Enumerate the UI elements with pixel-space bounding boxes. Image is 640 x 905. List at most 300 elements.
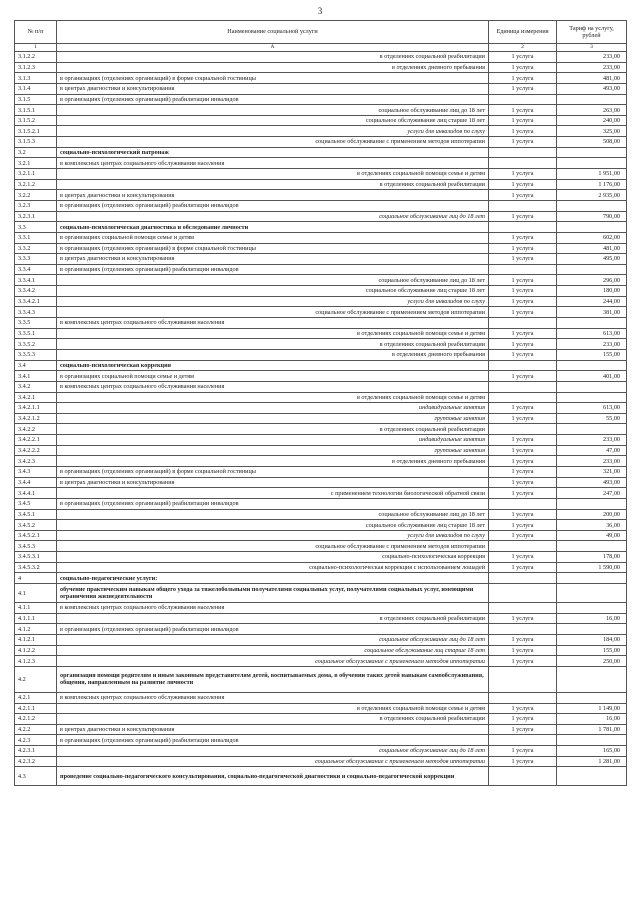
row-service-name: социальное обслуживание лиц до 18 лет	[57, 634, 489, 645]
row-code: 3.4.5.2.1	[15, 530, 57, 541]
row-unit	[489, 541, 557, 552]
row-unit: 1 услуга	[489, 445, 557, 456]
table-row	[15, 307, 627, 318]
row-code: 3.4.1	[15, 371, 57, 382]
row-code: 3.1.5.2	[15, 115, 57, 126]
tariff-table	[14, 20, 627, 786]
row-unit	[489, 392, 557, 403]
row-unit: 1 услуга	[489, 509, 557, 520]
row-price	[557, 360, 627, 371]
row-service-name: в организациях (отделениях организаций) реабилитации инвалидов	[57, 264, 489, 275]
row-service-name: социальное обслуживание с применением методов иппотерапии	[57, 541, 489, 552]
row-unit: 1 услуга	[489, 477, 557, 488]
row-price: 250,00	[557, 656, 627, 667]
row-price: 36,00	[557, 520, 627, 531]
row-price	[557, 381, 627, 392]
table-row	[15, 520, 627, 531]
row-service-name: в отделениях социальной реабилитации	[57, 339, 489, 350]
row-code: 3.4.4.1	[15, 488, 57, 499]
row-code: 4.3	[15, 767, 57, 786]
row-price: 2 935,00	[557, 190, 627, 201]
row-unit: 1 услуга	[489, 137, 557, 148]
row-service-name: в организациях (отделениях организаций) реабилитации инвалидов	[57, 624, 489, 635]
row-unit: 1 услуга	[489, 328, 557, 339]
row-code: 3.4	[15, 360, 57, 371]
row-code: 3.1.5.1	[15, 105, 57, 116]
row-code: 3.4.2.2.2	[15, 445, 57, 456]
row-service-name: групповые занятия	[57, 445, 489, 456]
table-row	[15, 62, 627, 73]
row-code: 3.4.2	[15, 381, 57, 392]
table-row	[15, 509, 627, 520]
row-service-name: в отделениях дневного пребывания	[57, 62, 489, 73]
row-price: 1 176,00	[557, 179, 627, 190]
row-unit: 1 услуга	[489, 73, 557, 84]
row-service-name: в центрах диагностики и консультирования	[57, 724, 489, 735]
row-price	[557, 624, 627, 635]
row-code: 4	[15, 573, 57, 584]
row-service-name: в центрах диагностики и консультирования	[57, 83, 489, 94]
row-price	[557, 200, 627, 211]
row-unit	[489, 498, 557, 509]
row-code: 3.2.1	[15, 158, 57, 169]
table-row	[15, 126, 627, 137]
row-unit: 1 услуга	[489, 656, 557, 667]
table-row	[15, 286, 627, 297]
row-unit: 1 услуга	[489, 403, 557, 414]
row-code: 4.2.3	[15, 735, 57, 746]
table-row	[15, 645, 627, 656]
row-unit	[489, 624, 557, 635]
row-service-name: в организациях социальной помощи семье и детям	[57, 371, 489, 382]
row-code: 4.1.2.2	[15, 645, 57, 656]
row-unit: 1 услуга	[489, 756, 557, 767]
table-row	[15, 147, 627, 158]
row-unit	[489, 222, 557, 233]
row-code: 3.4.2.1.2	[15, 413, 57, 424]
row-price: 16,00	[557, 714, 627, 725]
table-row	[15, 105, 627, 116]
row-service-name: социальное обслуживание лиц до 18 лет	[57, 746, 489, 757]
table-row	[15, 413, 627, 424]
row-unit: 1 услуга	[489, 413, 557, 424]
row-code: 3.3.5.1	[15, 328, 57, 339]
row-unit	[489, 158, 557, 169]
row-service-name: социальное обслуживание с применением методов иппотерапии	[57, 137, 489, 148]
row-service-name: с применением технологии биологической обратной связи	[57, 488, 489, 499]
table-row	[15, 703, 627, 714]
row-service-name: услуги для инвалидов по слуху	[57, 296, 489, 307]
row-unit: 1 услуга	[489, 746, 557, 757]
table-row	[15, 735, 627, 746]
row-unit	[489, 200, 557, 211]
row-price: 381,00	[557, 307, 627, 318]
row-service-name: в отделениях социальной помощи семье и детям	[57, 392, 489, 403]
table-row	[15, 232, 627, 243]
row-code: 3.3.4.2	[15, 286, 57, 297]
row-code: 3.1.5.3	[15, 137, 57, 148]
table-row	[15, 692, 627, 703]
row-service-name: социальное обслуживание с применением методов иппотерапии	[57, 756, 489, 767]
row-unit: 1 услуга	[489, 530, 557, 541]
row-price	[557, 666, 627, 692]
row-price: 613,00	[557, 328, 627, 339]
row-code: 3.1.2.2	[15, 52, 57, 63]
row-price: 1 149,00	[557, 703, 627, 714]
row-code: 3.3	[15, 222, 57, 233]
row-price: 508,00	[557, 137, 627, 148]
row-code: 3.3.4.2.1	[15, 296, 57, 307]
row-code: 3.4.2.1.1	[15, 403, 57, 414]
row-code: 3.4.4	[15, 477, 57, 488]
row-service-name: в центрах диагностики и консультирования	[57, 254, 489, 265]
row-service-name: социальное обслуживание лиц до 18 лет	[57, 275, 489, 286]
row-service-name: в отделениях социальной реабилитации	[57, 52, 489, 63]
row-code: 3.3.5	[15, 318, 57, 329]
row-service-name: услуги для инвалидов по слуху	[57, 530, 489, 541]
column-index-row	[15, 44, 627, 52]
row-service-name: в отделениях социальной помощи семье и детям	[57, 703, 489, 714]
table-row	[15, 756, 627, 767]
row-service-name: социальное обслуживание лиц старше 18 лет	[57, 286, 489, 297]
row-unit: 1 услуга	[489, 307, 557, 318]
table-row	[15, 403, 627, 414]
row-unit: 1 услуга	[489, 714, 557, 725]
row-code: 3.2.1.1	[15, 169, 57, 180]
row-service-name: в организациях (отделениях организаций) реабилитации инвалидов	[57, 735, 489, 746]
row-code: 3.2	[15, 147, 57, 158]
row-price: 790,00	[557, 211, 627, 222]
row-unit: 1 услуга	[489, 634, 557, 645]
row-code: 3.4.5	[15, 498, 57, 509]
table-row	[15, 714, 627, 725]
row-price	[557, 541, 627, 552]
row-unit: 1 услуга	[489, 466, 557, 477]
row-service-name: в отделениях социальной реабилитации	[57, 613, 489, 624]
header-service-name: Наименование социальной услуги	[57, 21, 489, 44]
row-price: 613,00	[557, 403, 627, 414]
row-unit: 1 услуга	[489, 724, 557, 735]
row-unit: 1 услуга	[489, 339, 557, 350]
row-code: 3.1.5	[15, 94, 57, 105]
row-service-name: в организациях социальной помощи семье и детям	[57, 232, 489, 243]
row-service-name: социальное обслуживание с применением методов иппотерапии	[57, 307, 489, 318]
row-unit	[489, 735, 557, 746]
row-price	[557, 222, 627, 233]
row-price: 1 951,00	[557, 169, 627, 180]
row-service-name: в комплексных центрах социального обслуживания населения	[57, 381, 489, 392]
row-unit: 1 услуга	[489, 211, 557, 222]
row-code: 3.2.3.1	[15, 211, 57, 222]
table-row	[15, 83, 627, 94]
row-service-name: социальное обслуживание лиц до 18 лет	[57, 105, 489, 116]
row-code: 3.3.1	[15, 232, 57, 243]
row-service-name: в комплексных центрах социального обслуживания населения	[57, 603, 489, 614]
row-price	[557, 692, 627, 703]
row-service-name: в организациях (отделениях организаций) в форме социальной гостиницы	[57, 73, 489, 84]
row-unit: 1 услуга	[489, 62, 557, 73]
table-row	[15, 381, 627, 392]
row-unit	[489, 264, 557, 275]
row-code: 3.2.3	[15, 200, 57, 211]
row-price: 495,00	[557, 254, 627, 265]
row-price: 233,00	[557, 456, 627, 467]
row-unit: 1 услуга	[489, 83, 557, 94]
table-row	[15, 584, 627, 603]
table-row	[15, 498, 627, 509]
row-unit: 1 услуга	[489, 232, 557, 243]
row-unit: 1 услуга	[489, 286, 557, 297]
table-row	[15, 94, 627, 105]
row-code: 3.4.2.2.1	[15, 435, 57, 446]
row-service-name: социальное обслуживание лиц старше 18 лет	[57, 520, 489, 531]
row-price	[557, 498, 627, 509]
row-service-name: в отделениях социальной реабилитации	[57, 424, 489, 435]
row-unit	[489, 666, 557, 692]
row-unit	[489, 767, 557, 786]
column-index-cell: 3	[557, 44, 627, 52]
row-price	[557, 573, 627, 584]
table-row	[15, 666, 627, 692]
row-unit: 1 услуга	[489, 179, 557, 190]
row-code: 3.1.4	[15, 83, 57, 94]
row-unit: 1 услуга	[489, 371, 557, 382]
table-row	[15, 349, 627, 360]
row-price	[557, 735, 627, 746]
row-code: 4.1.1.1	[15, 613, 57, 624]
row-price: 155,00	[557, 349, 627, 360]
table-row	[15, 445, 627, 456]
table-row	[15, 243, 627, 254]
row-price: 1 781,00	[557, 724, 627, 735]
table-row	[15, 562, 627, 573]
row-price	[557, 603, 627, 614]
row-service-name: социально-психологическая коррекция	[57, 552, 489, 563]
table-header-row	[15, 21, 627, 44]
row-code: 3.4.5.3.1	[15, 552, 57, 563]
row-price: 165,00	[557, 746, 627, 757]
table-row	[15, 573, 627, 584]
row-price: 325,00	[557, 126, 627, 137]
table-row	[15, 530, 627, 541]
row-service-name: в организациях (отделениях организаций) реабилитации инвалидов	[57, 200, 489, 211]
table-row	[15, 222, 627, 233]
row-unit: 1 услуга	[489, 243, 557, 254]
row-service-name: в комплексных центрах социального обслуживания населения	[57, 318, 489, 329]
row-code: 3.4.5.2	[15, 520, 57, 531]
row-unit: 1 услуга	[489, 552, 557, 563]
row-unit: 1 услуга	[489, 190, 557, 201]
table-row	[15, 158, 627, 169]
row-service-name: в центрах диагностики и консультирования	[57, 477, 489, 488]
row-unit: 1 услуга	[489, 435, 557, 446]
row-code: 3.4.5.1	[15, 509, 57, 520]
row-price	[557, 392, 627, 403]
row-service-name: в отделениях дневного пребывания	[57, 456, 489, 467]
row-service-name: социальное обслуживание лиц до 18 лет	[57, 509, 489, 520]
row-service-name: социально-педагогические услуги:	[57, 573, 489, 584]
row-unit: 1 услуга	[489, 520, 557, 531]
row-unit: 1 услуга	[489, 169, 557, 180]
row-service-name: в организациях (отделениях организаций) в форме социальной гостиницы	[57, 466, 489, 477]
row-price: 1 590,00	[557, 562, 627, 573]
row-code: 3.2.1.2	[15, 179, 57, 190]
row-price: 184,00	[557, 634, 627, 645]
row-code: 4.2	[15, 666, 57, 692]
row-service-name: социально-психологическая диагностика и обследование личности	[57, 222, 489, 233]
table-row	[15, 190, 627, 201]
row-code: 4.2.2	[15, 724, 57, 735]
row-price: 47,00	[557, 445, 627, 456]
row-service-name: социальное обслуживание лиц старше 18 лет	[57, 645, 489, 656]
table-row	[15, 275, 627, 286]
row-unit: 1 услуга	[489, 52, 557, 63]
row-price	[557, 94, 627, 105]
table-row	[15, 541, 627, 552]
row-code: 4.2.3.1	[15, 746, 57, 757]
row-unit: 1 услуга	[489, 275, 557, 286]
header-num: № п/п	[15, 21, 57, 44]
row-service-name: социальное обслуживание с применением методов иппотерапии	[57, 656, 489, 667]
row-unit: 1 услуга	[489, 115, 557, 126]
row-price: 180,00	[557, 286, 627, 297]
row-code: 4.2.3.2	[15, 756, 57, 767]
row-code: 3.4.2.1	[15, 392, 57, 403]
row-unit	[489, 424, 557, 435]
table-row	[15, 624, 627, 635]
row-code: 4.1.2	[15, 624, 57, 635]
row-unit: 1 услуга	[489, 645, 557, 656]
row-unit	[489, 603, 557, 614]
table-row	[15, 613, 627, 624]
table-row	[15, 115, 627, 126]
row-service-name: проведение социально-педагогического консультирования, социально-педагогической диагностики и социально-педагогической коррекции	[57, 767, 489, 786]
row-unit: 1 услуга	[489, 349, 557, 360]
row-price: 244,00	[557, 296, 627, 307]
table-row	[15, 179, 627, 190]
table-row	[15, 339, 627, 350]
row-service-name: обучение практическим навыкам общего ухода за тяжелобольными получателями социальных услуг, получателями социальных услуг, имеющими ограничения жизнедеятельности	[57, 584, 489, 603]
table-row	[15, 211, 627, 222]
row-service-name: социально-психологическая коррекция	[57, 360, 489, 371]
row-service-name: в отделениях дневного пребывания	[57, 349, 489, 360]
row-service-name: в отделениях социальной реабилитации	[57, 179, 489, 190]
row-code: 3.4.2.3	[15, 456, 57, 467]
row-price	[557, 264, 627, 275]
table-row	[15, 603, 627, 614]
header-unit: Единица измерения	[489, 21, 557, 44]
header-tariff: Тариф на услугу, рублей	[557, 21, 627, 44]
table-row	[15, 435, 627, 446]
row-service-name: в центрах диагностики и консультирования	[57, 190, 489, 201]
row-unit	[489, 573, 557, 584]
row-code: 4.1.1	[15, 603, 57, 614]
row-code: 3.4.3	[15, 466, 57, 477]
column-index-cell: 2	[489, 44, 557, 52]
row-service-name: социально-психологический патронаж	[57, 147, 489, 158]
row-service-name: в комплексных центрах социального обслуживания населения	[57, 158, 489, 169]
row-unit	[489, 94, 557, 105]
row-code: 3.1.5.2.1	[15, 126, 57, 137]
table-row	[15, 746, 627, 757]
row-unit	[489, 147, 557, 158]
table-row	[15, 392, 627, 403]
row-code: 3.4.5.3	[15, 541, 57, 552]
row-service-name: индивидуальные занятия	[57, 435, 489, 446]
row-price: 493,00	[557, 477, 627, 488]
row-code: 4.1.2.3	[15, 656, 57, 667]
row-price	[557, 767, 627, 786]
row-code: 4.2.1.1	[15, 703, 57, 714]
table-row	[15, 73, 627, 84]
table-row	[15, 254, 627, 265]
row-price: 263,00	[557, 105, 627, 116]
table-row	[15, 552, 627, 563]
row-service-name: индивидуальные занятия	[57, 403, 489, 414]
table-row	[15, 137, 627, 148]
row-price: 178,00	[557, 552, 627, 563]
row-price: 481,00	[557, 73, 627, 84]
row-code: 3.3.2	[15, 243, 57, 254]
row-service-name: в комплексных центрах социального обслуживания населения	[57, 692, 489, 703]
row-service-name: услуги для инвалидов по слуху	[57, 126, 489, 137]
row-code: 3.4.2.2	[15, 424, 57, 435]
table-row	[15, 424, 627, 435]
row-service-name: в организациях (отделениях организаций) в форме социальной гостиницы	[57, 243, 489, 254]
row-service-name: в организациях (отделениях организаций) реабилитации инвалидов	[57, 498, 489, 509]
row-price: 602,00	[557, 232, 627, 243]
row-code: 4.1	[15, 584, 57, 603]
row-service-name: организация помощи родителям и иным законным представителям детей, воспитываемых дома, в обучении таких детей навыкам самообслуживания, общения, направленным на развитие личности	[57, 666, 489, 692]
row-unit	[489, 692, 557, 703]
row-unit: 1 услуга	[489, 562, 557, 573]
row-unit	[489, 584, 557, 603]
row-price: 240,00	[557, 115, 627, 126]
row-code: 3.3.4.3	[15, 307, 57, 318]
row-price: 247,00	[557, 488, 627, 499]
table-row	[15, 318, 627, 329]
row-price: 233,00	[557, 339, 627, 350]
row-price	[557, 424, 627, 435]
row-service-name: социальное обслуживание лиц старше 18 лет	[57, 115, 489, 126]
table-row	[15, 360, 627, 371]
table-row	[15, 466, 627, 477]
table-row	[15, 328, 627, 339]
row-code: 4.2.1	[15, 692, 57, 703]
row-unit	[489, 381, 557, 392]
row-price: 233,00	[557, 435, 627, 446]
row-unit: 1 услуга	[489, 254, 557, 265]
row-code: 4.2.1.2	[15, 714, 57, 725]
row-code: 3.3.4	[15, 264, 57, 275]
row-price	[557, 318, 627, 329]
row-code: 3.3.5.3	[15, 349, 57, 360]
row-code: 3.4.5.3.2	[15, 562, 57, 573]
row-price: 233,00	[557, 62, 627, 73]
page-number: 3	[317, 6, 323, 16]
row-code: 3.3.3	[15, 254, 57, 265]
row-unit	[489, 318, 557, 329]
row-service-name: групповые занятия	[57, 413, 489, 424]
table-row	[15, 477, 627, 488]
row-service-name: в отделениях социальной помощи семье и детям	[57, 169, 489, 180]
row-service-name: в отделениях социальной помощи семье и детям	[57, 328, 489, 339]
row-price	[557, 147, 627, 158]
row-price: 155,00	[557, 645, 627, 656]
table-row	[15, 634, 627, 645]
table-row	[15, 264, 627, 275]
row-price: 200,00	[557, 509, 627, 520]
